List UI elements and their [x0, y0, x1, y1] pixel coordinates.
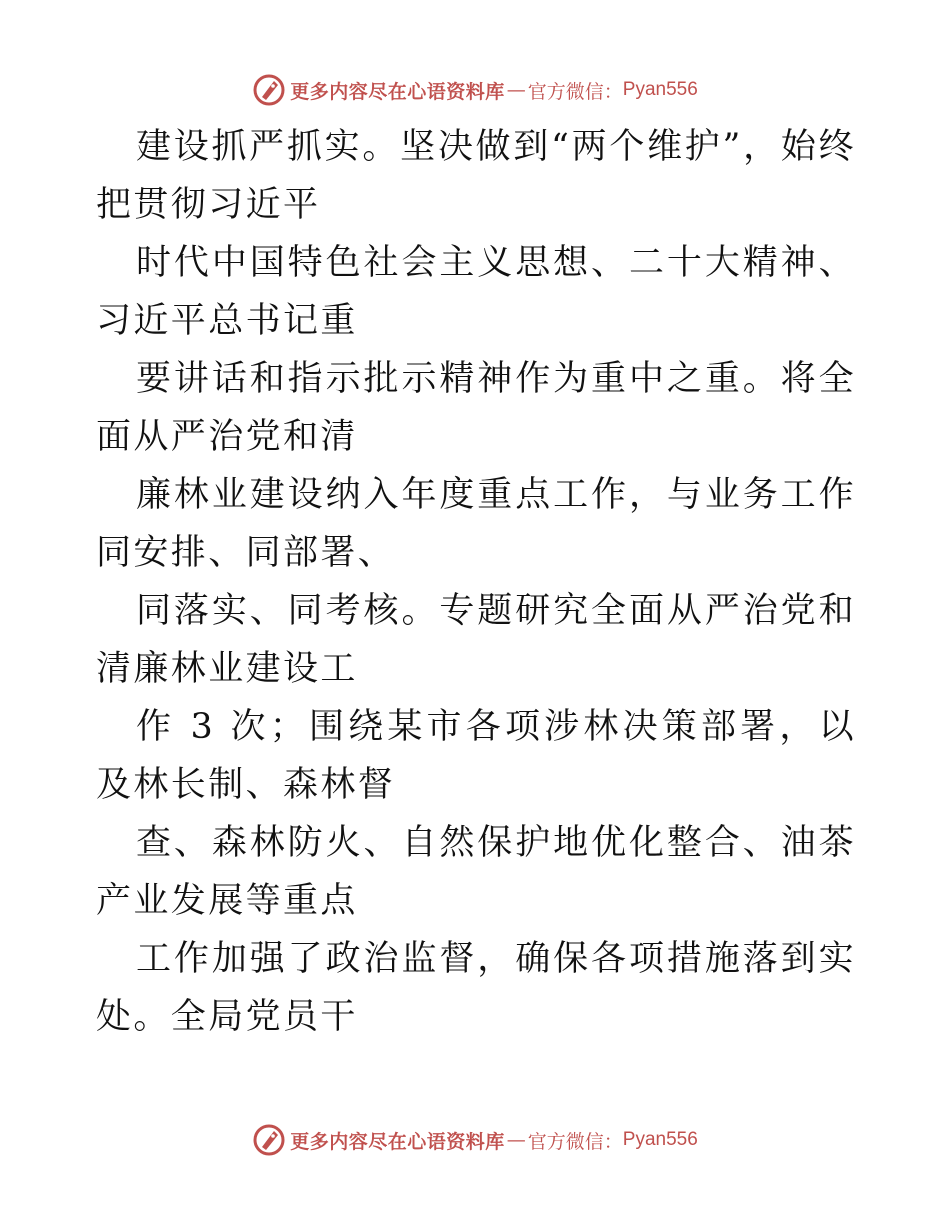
- footer-label: 官方微信: [527, 1130, 604, 1153]
- footer-account: Pyan556: [622, 1129, 698, 1150]
- body-paragraph: 查、森林防火、自然保护地优化整合、油茶产业发展等重点: [96, 823, 856, 921]
- body-paragraph: 同落实、同考核。专题研究全面从严治党和清廉林业建设工: [96, 591, 856, 689]
- header-account: Pyan556: [622, 79, 698, 100]
- body-paragraph: 建设抓严抓实。坚决做到“两个维护”，始终把贯彻习近平: [96, 127, 856, 225]
- pen-nib-logo-icon: [252, 73, 286, 107]
- body-paragraph: 作 3 次；围绕某市各项涉林决策部署，以及林长制、森林督: [96, 707, 856, 805]
- header-banner: [0, 70, 950, 110]
- footer-brand: 更多内容尽在心语资料库: [290, 1130, 505, 1153]
- header-brand: 更多内容尽在心语资料库: [290, 80, 505, 103]
- body-paragraph: 时代中国特色社会主义思想、二十大精神、习近平总书记重: [96, 243, 856, 341]
- body-paragraph: 要讲话和指示批示精神作为重中之重。将全面从严治党和清: [96, 359, 856, 457]
- footer-colon: ：: [603, 1130, 623, 1153]
- pen-nib-logo-icon: [252, 1123, 286, 1157]
- header-label: 官方微信: [527, 80, 604, 103]
- footer-banner: [0, 1120, 950, 1160]
- header-colon: ：: [603, 80, 623, 103]
- header-separator: —: [506, 79, 526, 101]
- footer-separator: —: [506, 1129, 526, 1151]
- document-body: [96, 118, 856, 1046]
- body-paragraph: 廉林业建设纳入年度重点工作，与业务工作同安排、同部署、: [96, 475, 856, 573]
- body-paragraph: 工作加强了政治监督，确保各项措施落到实处。全局党员干: [96, 939, 856, 1037]
